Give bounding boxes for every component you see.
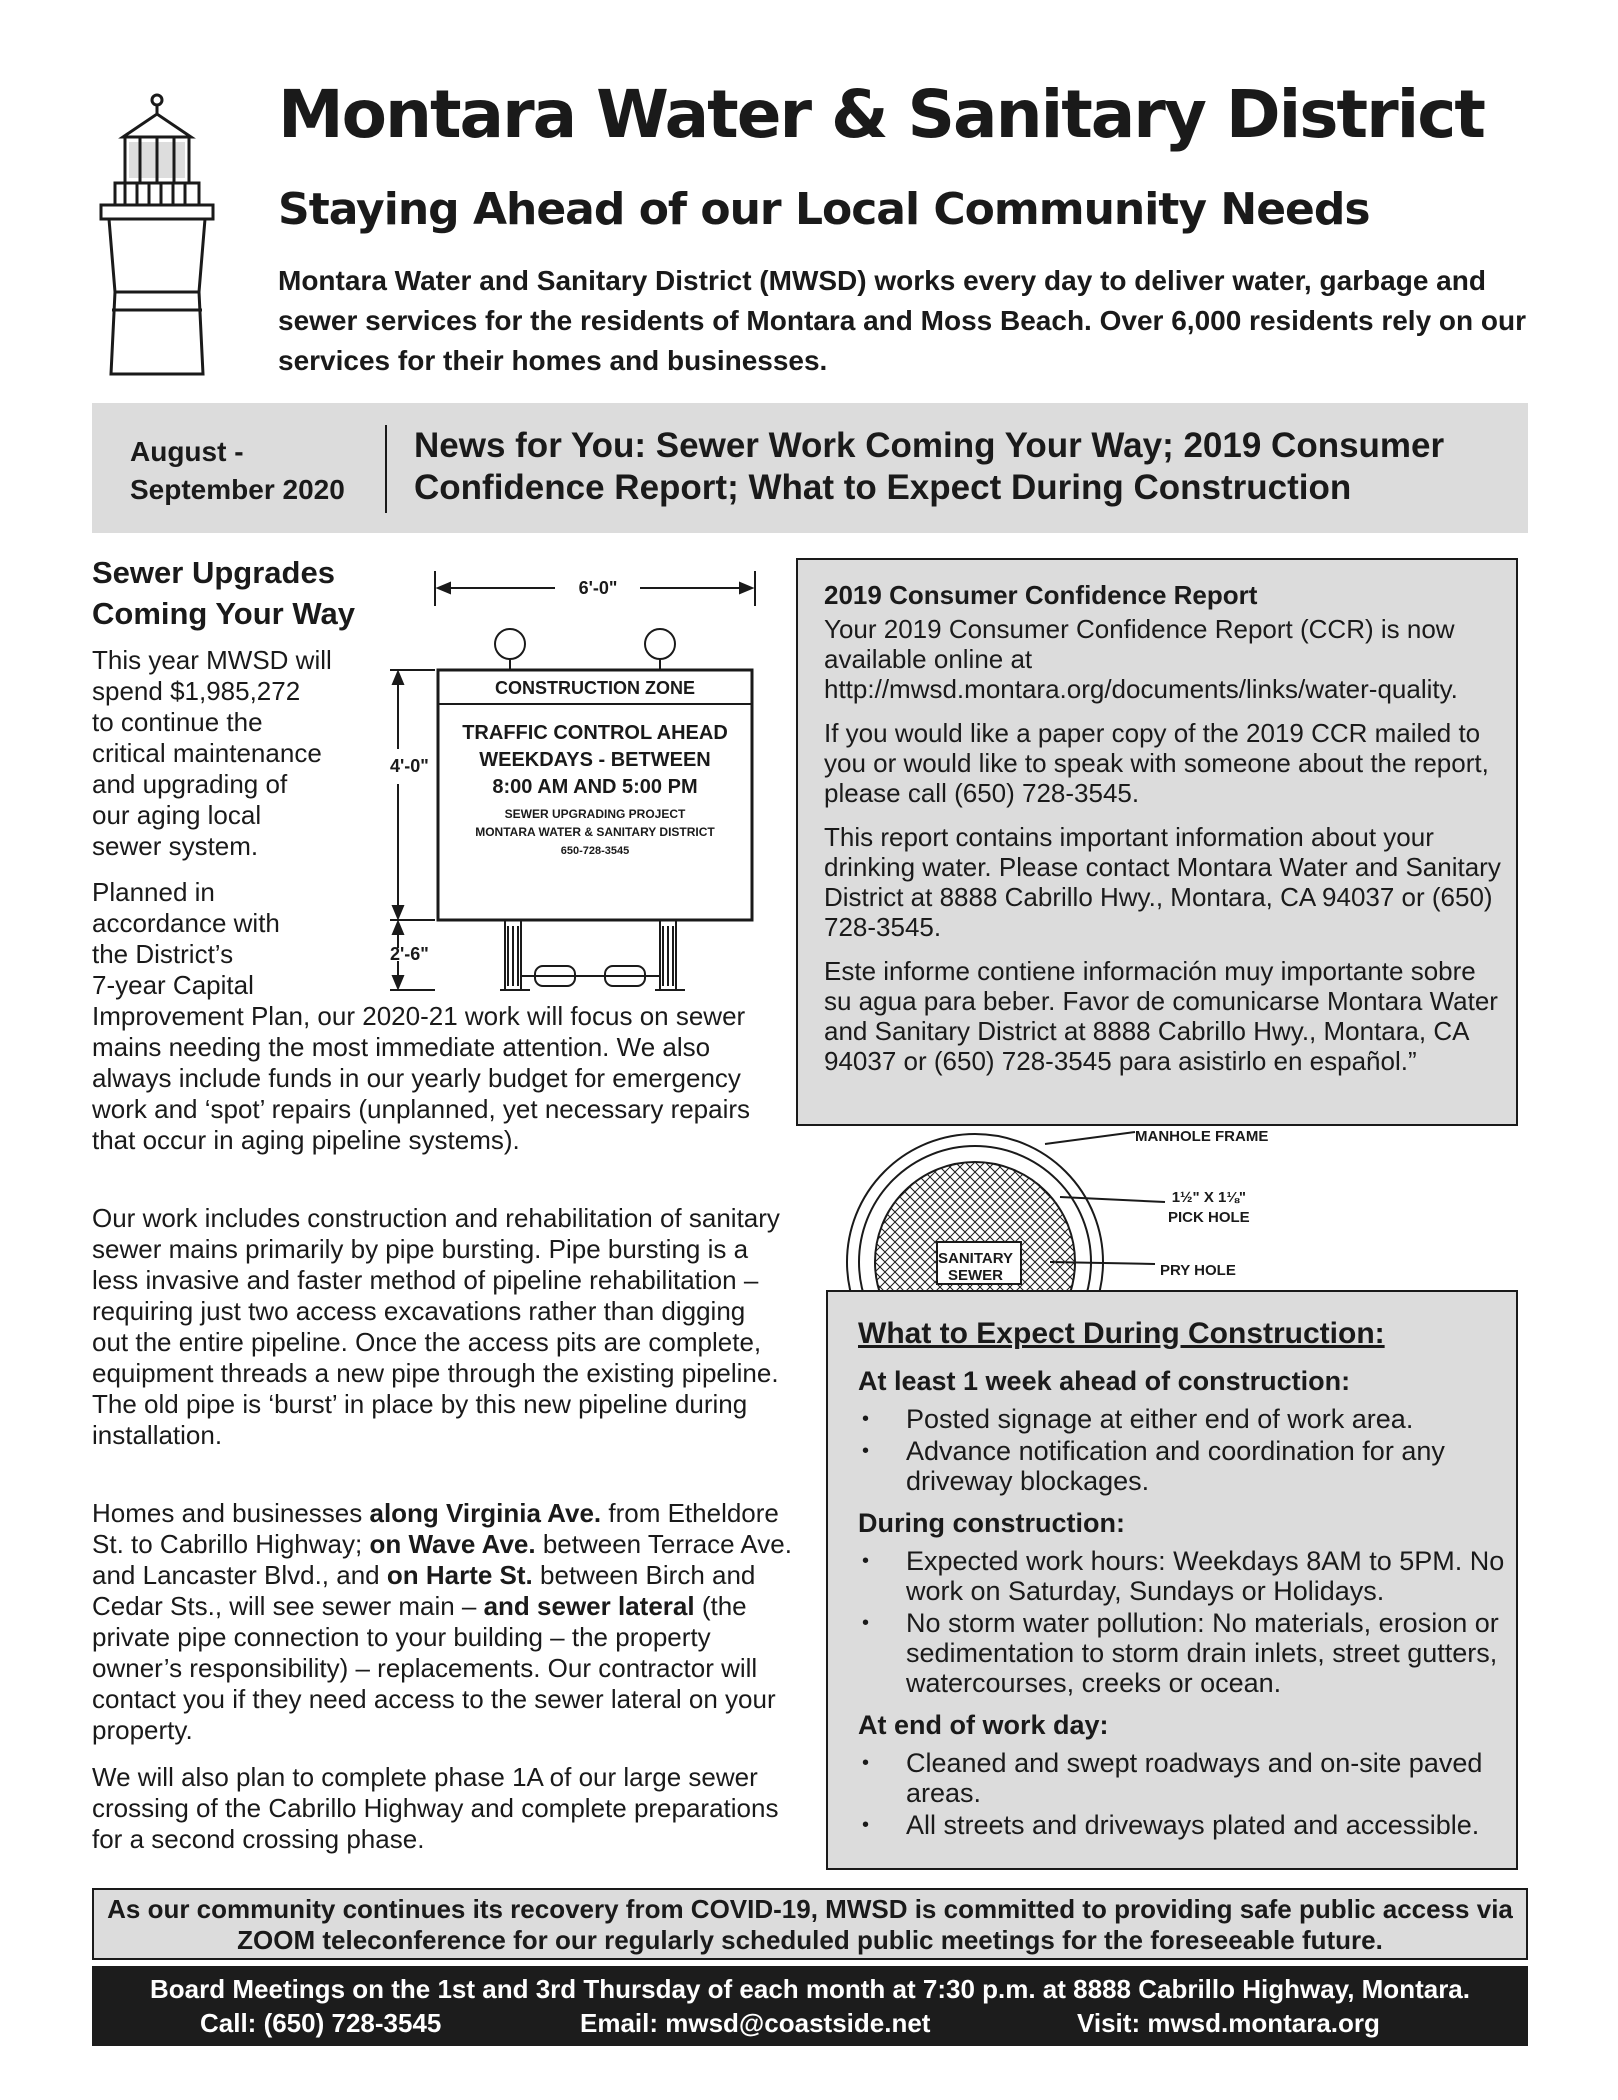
text-line: to continue the <box>92 707 263 737</box>
ccr-info-box <box>796 558 1518 1126</box>
board-meetings-text: Board Meetings on the 1st and 3rd Thursday of each month at 7:30 p.m. at 8888 Cabrillo Highway, Montara. <box>150 1974 1470 2004</box>
cover-text-line: SEWER <box>947 1267 1003 1284</box>
page-title: Montara Water & Sanitary District <box>278 76 1484 153</box>
ccr-paragraph: Your 2019 Consumer Confidence Report (CCR) is now available online at http://mwsd.montara.org/documents/links/water-quality. <box>824 614 1458 704</box>
sewer-article-p1 <box>92 645 372 862</box>
bold-run: along Virginia Ave. <box>369 1498 602 1528</box>
manhole-cover-text <box>938 1250 1013 1284</box>
sign-width-dimension: 6'-0" <box>578 578 618 598</box>
text-run: between Terrace Ave. and Lancaster Blvd., and <box>92 1529 792 1590</box>
bold-run: and sewer lateral <box>483 1591 695 1621</box>
sewer-article-p2: Improvement Plan, our 2020-21 work will focus on sewer mains needing the most immediate attention. We also always include funds in our yearly budget for emergency work and ‘spot’ repairs (unplanned, yet necessary repairs that occur in aging pipeline systems). <box>92 1001 751 1155</box>
text-line: 7-year Capital <box>92 970 254 1000</box>
expectations-list <box>858 1748 1508 1840</box>
sewer-article-p5: We will also plan to complete phase 1A of our large sewer crossing of the Cabrillo Highway and complete preparations for a second crossing phase. <box>92 1762 779 1854</box>
sign-line-6: MONTARA WATER & SANITARY DISTRICT <box>475 825 715 839</box>
pick-hole-label <box>1168 1188 1250 1228</box>
sewer-article-p4 <box>92 1498 792 1746</box>
sign-line-7: 650-728-3545 <box>560 845 630 857</box>
sign-line-4: 8:00 AM AND 5:00 PM <box>492 776 698 798</box>
text-line: This year MWSD will <box>92 645 332 675</box>
text-run: from Etheldore St. to Cabrillo Highway; <box>92 1498 779 1559</box>
bold-run: on Wave Ave. <box>369 1529 536 1559</box>
sign-line-5: SEWER UPGRADING PROJECT <box>504 807 686 821</box>
label-line: 1½" X 1⅛" <box>1171 1189 1246 1206</box>
issue-date <box>130 433 375 509</box>
construction-expectations-box <box>826 1290 1518 1870</box>
text-run: Homes and businesses <box>92 1498 370 1528</box>
page-subtitle: Staying Ahead of our Local Community Needs <box>278 184 1370 235</box>
ccr-paragraph: Este informe contiene información muy importante sobre su agua para beber. Favor de comunicarse Montara Water and Sanitary District at 8888 Cabrillo Hwy., Montara, CA 94037 or (650) 728-3545 para asistirlo en español.” <box>824 956 1498 1076</box>
banner-divider <box>385 425 387 513</box>
issue-headline: News for You: Sewer Work Coming Your Way; 2019 Consumer Confidence Report; What to Expect During Construction <box>414 426 1445 507</box>
heading-line: Sewer Upgrades <box>92 555 335 590</box>
email-contact: Email: mwsd@coastside.net <box>580 2008 931 2038</box>
label-line: PICK HOLE <box>1168 1209 1250 1226</box>
covid-notice: As our community continues its recovery from COVID-19, MWSD is committed to providing safe public access via ZOOM teleconference for our regularly scheduled public meetings for the foreseeable future. <box>92 1888 1528 1960</box>
expectations-title: What to Expect During Construction: <box>858 1317 1385 1350</box>
pry-hole-label: PRY HOLE <box>1160 1262 1236 1279</box>
text-run: between Birch and Cedar Sts., will see sewer main – <box>92 1560 756 1621</box>
expectations-subheading: At least 1 week ahead of construction: <box>858 1366 1351 1396</box>
list-item: • No storm water pollution: No materials, erosion or sedimentation to storm drain inlets, street gutters, watercourses, creeks or ocean. <box>858 1608 1508 1698</box>
issue-date-line2: September 2020 <box>130 474 345 505</box>
manhole-frame-label: MANHOLE FRAME <box>1135 1128 1269 1145</box>
list-item: • Posted signage at either end of work area. <box>858 1404 1508 1434</box>
footer-bar <box>92 1966 1528 2046</box>
issue-date-line1: August - <box>130 436 244 467</box>
issue-banner <box>92 403 1528 533</box>
list-item: • Cleaned and swept roadways and on-site paved areas. <box>858 1748 1508 1808</box>
text-line: our aging local <box>92 800 262 830</box>
phone-contact: Call: (650) 728-3545 <box>200 2008 442 2038</box>
sewer-article-p2-start <box>92 877 372 1001</box>
sign-line-2: TRAFFIC CONTROL AHEAD <box>462 722 728 744</box>
cover-text-line: SANITARY <box>938 1250 1013 1267</box>
ccr-title: 2019 Consumer Confidence Report <box>824 580 1258 610</box>
sign-post-dimension: 2'-6" <box>390 944 429 964</box>
construction-sign-illustration <box>360 566 780 996</box>
text-line: critical maintenance <box>92 738 322 768</box>
text-line: spend $1,985,272 <box>92 676 301 706</box>
text-line: and upgrading of <box>92 769 288 799</box>
list-item: • Advance notification and coordination for any driveway blockages. <box>858 1436 1508 1496</box>
text-line: Planned in <box>92 877 215 907</box>
bold-run: on Harte St. <box>386 1560 533 1590</box>
ccr-paragraph: If you would like a paper copy of the 2019 CCR mailed to you or would like to speak with someone about the report, please call (650) 728-3545. <box>824 718 1489 808</box>
sign-height-dimension: 4'-0" <box>390 756 429 776</box>
intro-paragraph: Montara Water and Sanitary District (MWSD) works every day to deliver water, garbage and sewer services for the residents of Montara and Moss Beach. Over 6,000 residents rely on our services for their homes and businesses. <box>278 265 1527 376</box>
list-item: • Expected work hours: Weekdays 8AM to 5PM. No work on Saturday, Sundays or Holidays. <box>858 1546 1508 1606</box>
sign-line-1: CONSTRUCTION ZONE <box>495 678 695 698</box>
text-run: (the private pipe connection to your building – the property owner’s responsibility) – replacements. Our contractor will contact you if they need access to the sewer lateral on your property. <box>92 1591 776 1745</box>
expectations-list <box>858 1546 1508 1698</box>
ccr-paragraph: This report contains important information about your drinking water. Please contact Montara Water and Sanitary District at 8888 Cabrillo Hwy., Montara, CA 94037 or (650) 728-3545. <box>824 822 1501 942</box>
sewer-article-heading <box>92 552 382 634</box>
website-contact: Visit: mwsd.montara.org <box>1077 2008 1380 2038</box>
sign-line-3: WEEKDAYS - BETWEEN <box>479 749 711 771</box>
text-line: accordance with <box>92 908 280 938</box>
lighthouse-logo-icon <box>95 92 225 382</box>
expectations-subheading: During construction: <box>858 1508 1125 1538</box>
heading-line: Coming Your Way <box>92 596 355 631</box>
expectations-subheading: At end of work day: <box>858 1710 1109 1740</box>
text-line: the District’s <box>92 939 234 969</box>
text-line: sewer system. <box>92 831 259 861</box>
sewer-article-p3: Our work includes construction and rehabilitation of sanitary sewer mains primarily by pipe bursting. Pipe bursting is a less invasive and faster method of pipeline rehabilitation – requiring just two access excavations rather than digging out the entire pipeline. Once the access pits are complete, equipment threads a new pipe through the existing pipeline. The old pipe is ‘burst’ in place by this new pipeline during installation. <box>92 1203 780 1450</box>
expectations-list <box>858 1404 1508 1496</box>
list-item: • All streets and driveways plated and accessible. <box>858 1810 1508 1840</box>
